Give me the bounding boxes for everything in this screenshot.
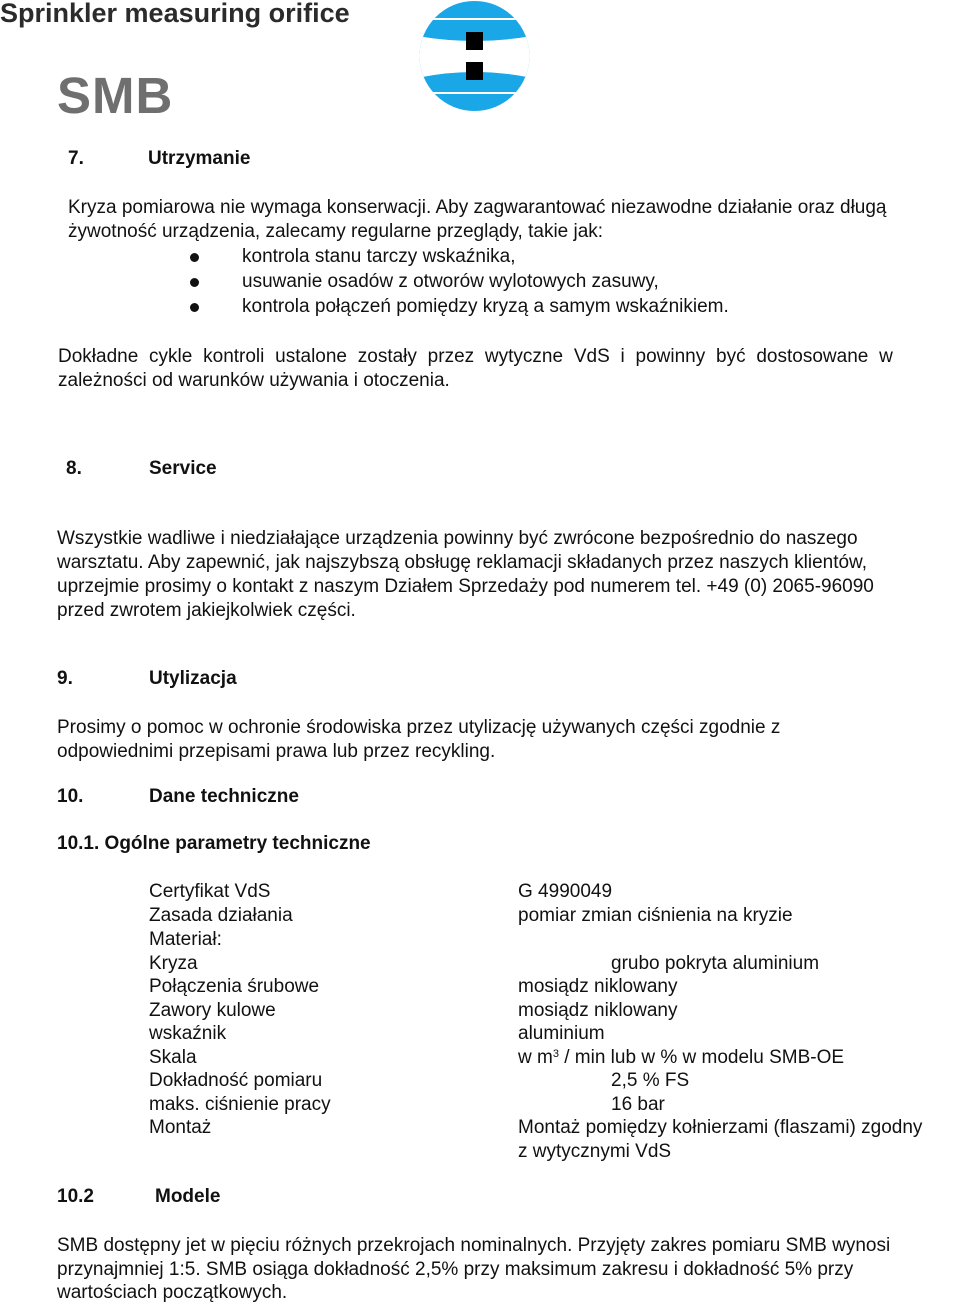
paragraph: Dokładne cykle kontroli ustalone zostały przez wytyczne VdS i powinny być dostosowane w xyxy=(58,346,893,367)
spec-label: Certyfikat VdS xyxy=(149,881,271,902)
bullet-list xyxy=(190,244,729,319)
scale-unit-suffix: / min lub w % w modelu SMB-OE xyxy=(558,1047,845,1068)
list-item: kontrola połączeń pomiędzy kryzą a samym wskaźnikiem. xyxy=(190,294,729,319)
section-title: Utylizacja xyxy=(149,668,237,689)
spec-value: mosiądz niklowany xyxy=(518,976,678,997)
paragraph-line: SMB dostępny jet w pięciu różnych przekrojach nominalnych. Przyjęty zakres pomiaru SMB wynosi xyxy=(57,1235,891,1256)
spec-label: Połączenia śrubowe xyxy=(149,976,320,997)
section-7-heading xyxy=(68,148,251,170)
paragraph-line: odpowiednimi przepisami prawa lub przez recykling. xyxy=(57,741,496,762)
section-title: Utrzymanie xyxy=(148,148,251,169)
section-number: 10. xyxy=(57,786,84,807)
spec-value: grubo pokryta aluminium xyxy=(611,953,820,974)
paragraph-line: Wszystkie wadliwe i niedziałające urządzenia powinny być zwrócone bezpośrednio do naszego xyxy=(57,528,858,549)
paragraph: zależności od warunków używania i otoczenia. xyxy=(58,370,450,391)
section-10-heading xyxy=(57,786,299,808)
paragraph: Kryza pomiarowa nie wymaga konserwacji. Aby zagwarantować niezawodne działanie oraz długą xyxy=(68,197,887,218)
spec-value: mosiądz niklowany xyxy=(518,1000,678,1021)
spec-label: Skala xyxy=(149,1047,197,1068)
spec-label: wskaźnik xyxy=(149,1023,227,1044)
spec-value: 2,5 % FS xyxy=(611,1070,690,1091)
section-number: 10.2 xyxy=(57,1186,94,1207)
paragraph-line: Prosimy o pomoc w ochronie środowiska przez utylizację używanych części zgodnie z xyxy=(57,717,781,738)
section-number: 8. xyxy=(66,458,82,479)
list-item: kontrola stanu tarczy wskaźnika, xyxy=(190,244,729,269)
spec-label: Kryza xyxy=(149,953,198,974)
spec-value: G 4990049 xyxy=(518,881,613,902)
paragraph-line: przynajmniej 1:5. SMB osiąga dokładność 2,5% przy maksimum zakresu i dokładność 5% przy xyxy=(57,1259,854,1280)
paragraph-line: przed zwrotem jakiejkolwiek części. xyxy=(57,600,356,621)
spec-value: pomiar zmian ciśnienia na kryzie xyxy=(518,905,793,926)
spec-label: Zasada działania xyxy=(149,905,293,926)
paragraph-line: wartościach początkowych. xyxy=(57,1282,288,1303)
paragraph: żywotność urządzenia, zalecamy regularne przeglądy, takie jak: xyxy=(68,221,604,242)
spec-value: z wytycznymi VdS xyxy=(518,1141,672,1162)
section-9-heading xyxy=(57,668,237,690)
scale-unit-prefix: w m xyxy=(518,1047,553,1068)
spec-label: maks. ciśnienie pracy xyxy=(149,1094,331,1115)
section-number: 9. xyxy=(57,668,73,689)
paragraph-line: warsztatu. Aby zapewnić, jak najszybszą obsługę reklamacji składanych przez naszych klientów, xyxy=(57,552,867,573)
spec-value: Montaż pomiędzy kołnierzami (flaszami) zgodny xyxy=(518,1117,923,1138)
section-title: Service xyxy=(149,458,217,479)
spec-label: Dokładność pomiaru xyxy=(149,1070,323,1091)
section-title: Modele xyxy=(155,1186,221,1207)
paragraph-line: uprzejmie prosimy o kontakt z naszym Działem Sprzedaży pod numerem tel. +49 (0) 2065-96090 xyxy=(57,576,874,597)
spec-label: Materiał: xyxy=(149,929,222,950)
section-10-1-heading: 10.1. Ogólne parametry techniczne xyxy=(57,833,371,854)
scale-unit-exponent: 3 xyxy=(552,1048,559,1060)
spec-label: Montaż xyxy=(149,1117,212,1138)
section-title: Dane techniczne xyxy=(149,786,299,807)
document-title: Sprinkler measuring orifice xyxy=(0,0,350,28)
section-8-heading xyxy=(66,458,217,480)
spec-value: aluminium xyxy=(518,1023,605,1044)
spec-value: 16 bar xyxy=(611,1094,665,1115)
section-number: 7. xyxy=(68,148,84,169)
section-10-2-heading xyxy=(57,1186,221,1208)
orifice-logo-icon xyxy=(417,0,532,112)
spec-label: Zawory kulowe xyxy=(149,1000,276,1021)
brand-name: SMB xyxy=(57,67,174,124)
list-item: usuwanie osadów z otworów wylotowych zasuwy, xyxy=(190,269,729,294)
spec-value xyxy=(518,1046,844,1070)
